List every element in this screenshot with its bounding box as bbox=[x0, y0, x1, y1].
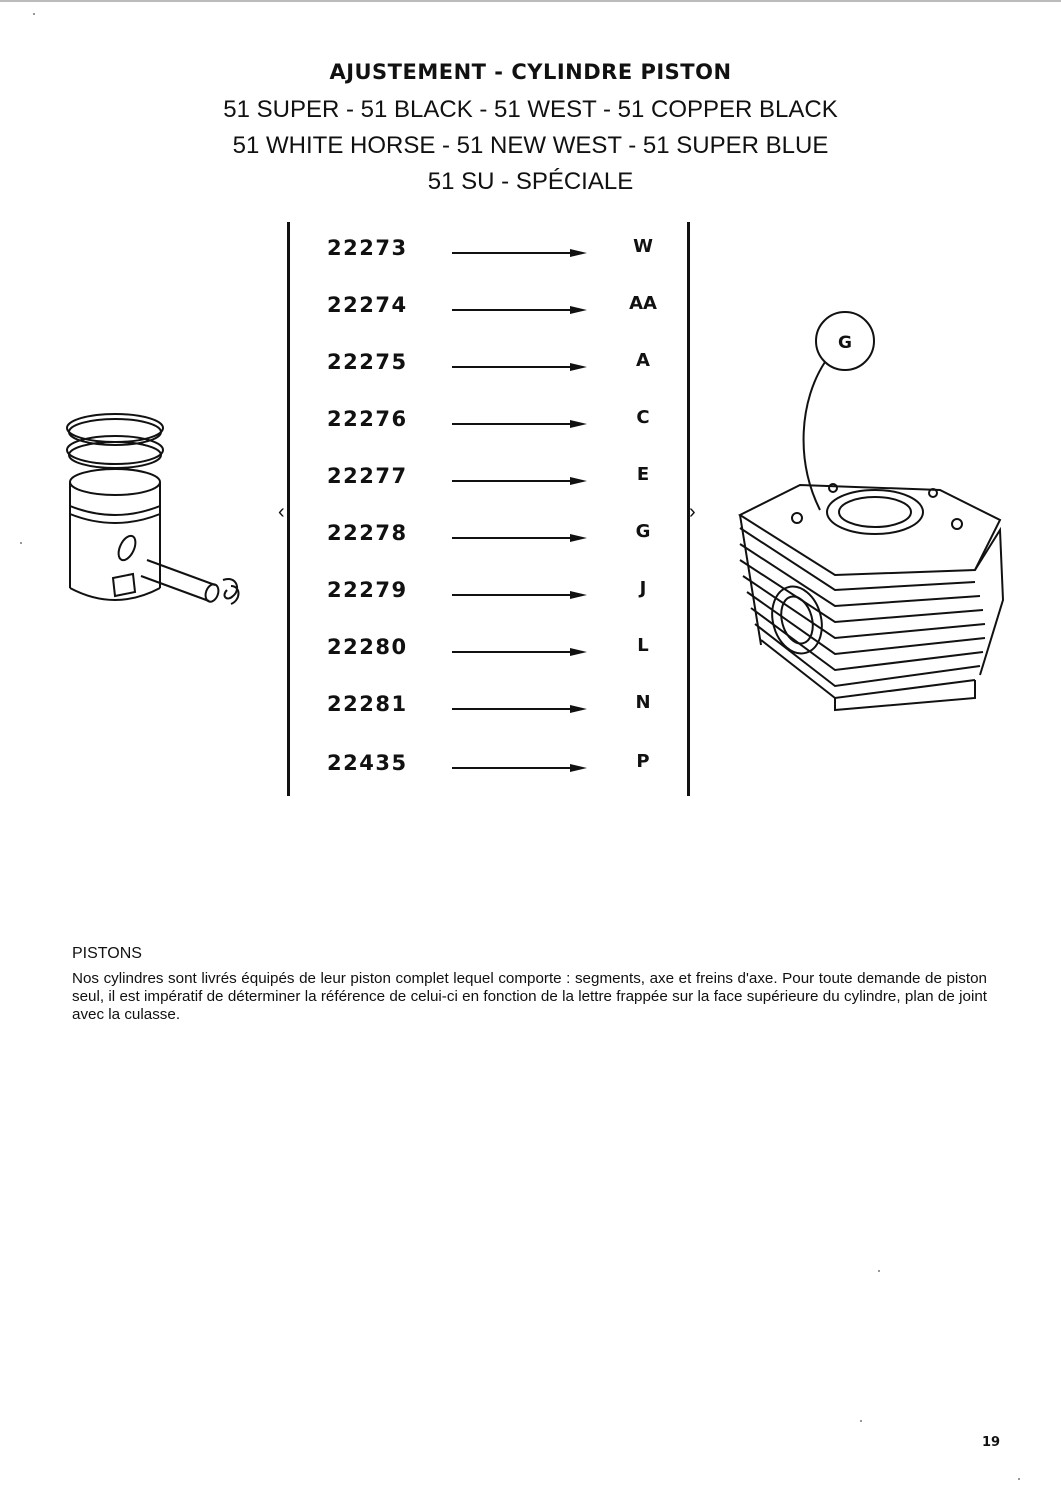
cylinder-letter: L bbox=[637, 635, 649, 656]
arrow-icon bbox=[452, 305, 587, 315]
model-list-line-2: 51 WHITE HORSE - 51 NEW WEST - 51 SUPER BLUE bbox=[232, 132, 829, 159]
scan-speck bbox=[878, 1270, 880, 1272]
cylinder-letter: N bbox=[635, 692, 651, 713]
reference-number: 22281 bbox=[327, 692, 408, 716]
scan-speck bbox=[1018, 1478, 1020, 1480]
cylinder-letter: A bbox=[636, 350, 650, 371]
reference-row bbox=[287, 407, 691, 437]
arrow-icon bbox=[452, 647, 587, 657]
cylinder-letter: G bbox=[635, 521, 651, 542]
page-number: 19 bbox=[982, 1435, 1001, 1450]
section-body: Nos cylindres sont livrés équipés de leur piston complet lequel comporte : segments, axe et freins d'axe. Pour toute demande de piston seul, il est impératif de déterminer la référence de celui-ci en fonction de la lettre frappée sur la face supérieure du cylindre, plan de joint avec la culasse. bbox=[72, 970, 987, 1023]
model-list-line-1: 51 SUPER - 51 BLACK - 51 WEST - 51 COPPER BLACK bbox=[223, 96, 838, 123]
reference-number: 22275 bbox=[327, 350, 408, 374]
reference-row bbox=[287, 236, 691, 266]
reference-number: 22435 bbox=[327, 751, 408, 775]
cylinder-icon bbox=[725, 300, 1015, 720]
arrow-icon bbox=[452, 248, 587, 258]
reference-number: 22279 bbox=[327, 578, 408, 602]
arrow-icon bbox=[452, 704, 587, 714]
cylinder-letter: W bbox=[633, 236, 653, 257]
reference-row bbox=[287, 350, 691, 380]
arrow-icon bbox=[452, 533, 587, 543]
reference-row bbox=[287, 751, 691, 781]
arrow-icon bbox=[452, 476, 587, 486]
arrow-icon bbox=[452, 362, 587, 372]
reference-number: 22278 bbox=[327, 521, 408, 545]
reference-row bbox=[287, 521, 691, 551]
callout-label: G bbox=[838, 333, 852, 353]
reference-row bbox=[287, 578, 691, 608]
reference-row bbox=[287, 293, 691, 323]
cylinder-letter: AA bbox=[629, 293, 657, 314]
arrow-icon bbox=[452, 590, 587, 600]
bracket-right-tick: › bbox=[689, 501, 696, 523]
bracket-left-tick: ‹ bbox=[278, 501, 285, 523]
page-title: AJUSTEMENT - CYLINDRE PISTON bbox=[329, 60, 732, 84]
section-heading: PISTONS bbox=[72, 945, 142, 962]
reference-table bbox=[278, 222, 696, 796]
cylinder-letter: P bbox=[636, 751, 650, 772]
reference-number: 22273 bbox=[327, 236, 408, 260]
top-rule bbox=[0, 0, 1061, 2]
reference-row bbox=[287, 464, 691, 494]
reference-number: 22274 bbox=[327, 293, 408, 317]
cylinder-letter: J bbox=[639, 578, 647, 599]
scan-speck bbox=[33, 13, 35, 15]
model-list-line-3: 51 SU - SPÉCIALE bbox=[427, 168, 634, 195]
cylinder-letter: C bbox=[636, 407, 650, 428]
scan-speck bbox=[20, 542, 22, 544]
arrow-icon bbox=[452, 763, 587, 773]
scan-speck bbox=[860, 1420, 862, 1422]
piston-assembly-icon bbox=[55, 400, 265, 630]
reference-number: 22276 bbox=[327, 407, 408, 431]
arrow-icon bbox=[452, 419, 587, 429]
reference-row bbox=[287, 692, 691, 722]
reference-number: 22280 bbox=[327, 635, 408, 659]
reference-row bbox=[287, 635, 691, 665]
cylinder-letter: E bbox=[636, 464, 650, 485]
reference-number: 22277 bbox=[327, 464, 408, 488]
